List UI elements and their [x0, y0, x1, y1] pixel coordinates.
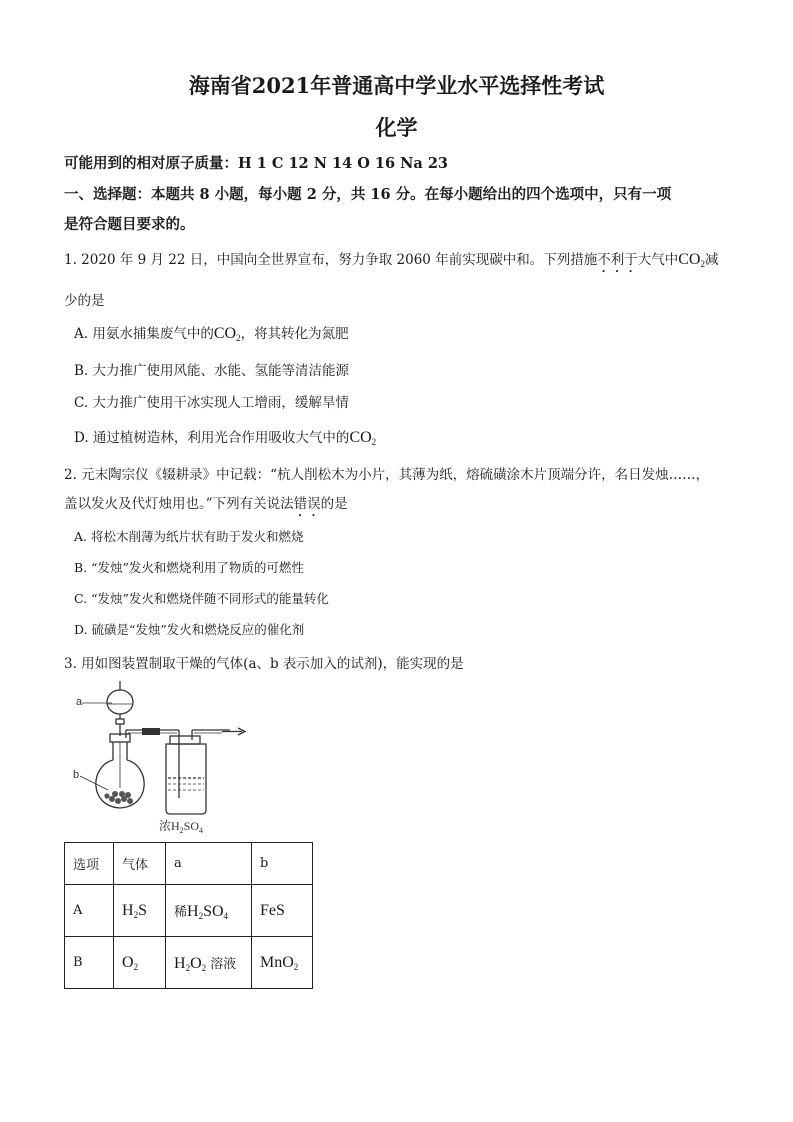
gas-generation-apparatus-figure [62, 678, 252, 833]
q1-stem-emphasis: 不利于 [597, 252, 638, 268]
table-row [65, 937, 313, 989]
figure-label-a: a [76, 696, 83, 708]
figure-label-b: b [73, 769, 80, 781]
row-b-option: B [65, 937, 114, 989]
section1-instruction-line1: 一、选择题：本题共 8 小题，每小题 2 分，共 16 分。在每小题给出的四个选项中，只有一项 [64, 186, 672, 203]
q2-stem-line1: 2. 元末陶宗仪《辍耕录》中记载：“杭人削松木为小片，其薄为纸，熔硫磺涂木片顶端分许，名日发烛……， [64, 467, 710, 483]
row-b-reagent-b: MnO$_2$ [252, 937, 313, 989]
section1-instruction-line2: 是符合题目要求的。 [64, 216, 195, 233]
q2-stem-emphasis: 错误 [293, 496, 321, 512]
q1-stem-line2: 少的是 [64, 293, 105, 309]
q1-option-c: C. 大力推广使用干冰实现人工增雨，缓解旱情 [74, 395, 349, 411]
q2-option-b: B. “发烛”发火和燃烧利用了物质的可燃性 [74, 560, 304, 575]
table-header-option: 选项 [65, 843, 114, 885]
q1-option-d-co2: $CO_2$ [349, 429, 377, 447]
q1-stem-b: 大气中 [637, 252, 679, 268]
q2-option-a: A. 将松木削薄为纸片状有助于发火和燃烧 [74, 529, 304, 544]
q3-stem: 3. 用如图装置制取干燥的气体(a、b 表示加入的试剂)，能实现的是 [64, 656, 464, 672]
atomic-mass-line: 可能用到的相对原子质量：H 1 C 12 N 14 O 16 Na 23 [64, 155, 449, 172]
table-header-a: a [166, 843, 252, 885]
q2-option-d: D. 硫磺是“发烛”发火和燃烧反应的催化剂 [74, 622, 305, 637]
q1-stem-c: 减 [704, 252, 719, 268]
subject-title: 化学 [375, 115, 418, 140]
q1-option-a: A. 用氨水捕集废气中的$CO_2$，将其转化为氮肥 [74, 325, 349, 343]
exam-title: 海南省2021年普通高中学业水平选择性考试 [188, 73, 605, 98]
row-a-reagent-a: 稀$H_2SO_4$ [166, 885, 252, 937]
q2-stem-line2: 盖以发火及代灯烛用也。”下列有关说法错误的是 [64, 496, 348, 512]
table-row [65, 885, 313, 937]
q1-option-a-co2: $CO_2$ [213, 325, 241, 343]
row-a-gas: $H_2S$ [114, 885, 166, 937]
q3-options-table [64, 842, 313, 989]
q1-co2-formula: $CO_2$ [678, 251, 705, 269]
figure-label-acid: 浓$H_2SO_4$ [159, 819, 204, 833]
q1-option-b: B. 大力推广使用风能、水能、氢能等清洁能源 [74, 363, 350, 379]
q1-stem-line1 [64, 248, 718, 276]
q1-option-d: D. 通过植树造林，利用光合作用吸收大气中的$CO_2$ [74, 429, 377, 447]
q1-stem-a: 1. 2020 年 9 月 22 日，中国向全世界宣布，努力争取 2060 年前实现碳中和。下列措施 [64, 252, 598, 268]
q2-option-c: C. “发烛”发火和燃烧伴随不同形式的能量转化 [74, 591, 329, 606]
table-header-row [65, 843, 313, 885]
row-b-gas: $O_2$ [114, 937, 166, 989]
row-a-option: A [65, 885, 114, 937]
row-b-reagent-a: $H_2O_2$ 溶液 [166, 937, 252, 989]
row-a-reagent-b: FeS [252, 885, 313, 937]
table-header-b: b [252, 843, 313, 885]
table-header-gas: 气体 [114, 843, 166, 885]
